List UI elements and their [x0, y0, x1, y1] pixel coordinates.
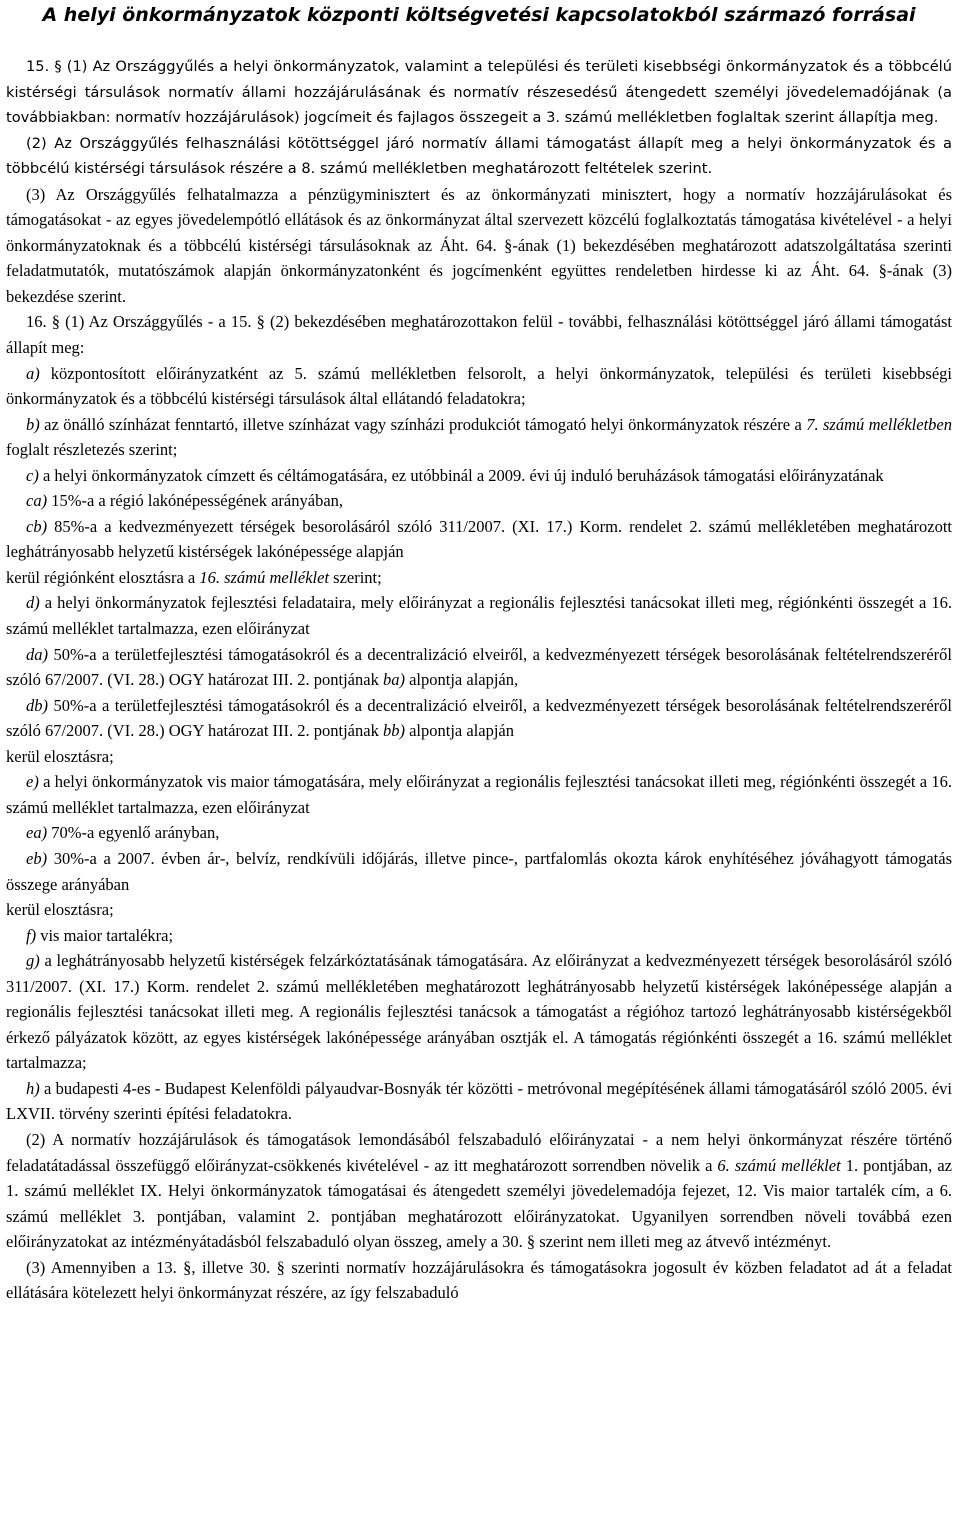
- item-h: [6, 1076, 952, 1127]
- paragraph-16-2: [6, 1127, 952, 1255]
- item-c-tail: [6, 565, 952, 591]
- paragraph-15-3: (3) Az Országgyűlés felhatalmazza a pénzügyminisztert és az önkormányzati minisztert, hogy a normatív hozzájárulásokat és támogatásokat - az egyes jövedelempótló ellátások és az önkormányzat által szervezett közcélú foglalkoztatás támogatása kivételével - a helyi önkormányzatoknak és a többcélú kistérségi társulásoknak az Áht. 64. §-ának (1) bekezdésében meghatározott adatszolgáltatása szerinti feladatmutatók, mutatószámok alapján önkormányzatonként és jogcímenként együttes rendeletben hirdesse ki az Áht. 64. §-ának (3) bekezdése szerint.: [6, 184, 952, 306]
- item-ca: [6, 488, 952, 514]
- item-f: [6, 923, 952, 949]
- paragraph-16-2-text-end: 1. pontjában, az 1. számú melléklet IX. Helyi önkormányzatok támogatásai és átengedett személyi jövedelemadója fejezet, 12. Vis maior tartalék cím, a 6. számú melléklet 3. pontjában, valamint 2. pontjában meghatározott előirányzatokat. Ugyanilyen sorrendben növeli továbbá ezen előirányzatokat az intézményátadásból felszabaduló olyan összeg, amely a 30. § szerint nem illeti meg az átvevő intézményt.: [6, 1155, 952, 1252]
- item-c-tail-end: szerint;: [329, 567, 382, 587]
- item-e-label: e): [26, 772, 39, 792]
- document-title: A helyi önkormányzatok központi költségvetési kapcsolatokból származó forrásai: [42, 4, 916, 26]
- item-d: [6, 590, 952, 641]
- item-ea: [6, 820, 952, 846]
- item-d-tail: kerül elosztásra;: [6, 746, 114, 766]
- item-eb: [6, 846, 952, 897]
- item-d-text: a helyi önkormányzatok fejlesztési feladataira, mely előirányzat a regionális fejlesztési tanácsokat illeti meg, régiónkénti összegét a 16. számú melléklet tartalmazza, ezen előirányzat: [6, 593, 953, 639]
- item-c-tail-text: kerül régiónként elosztásra a: [6, 567, 200, 587]
- item-c-tail-reference: 16. számú melléklet: [199, 567, 330, 587]
- item-b-text: az önálló színházat fenntartó, illetve színházat vagy színházi produkciót támogató helyi önkormányzatok részére a: [44, 414, 807, 434]
- item-db-text: 50%-a a területfejlesztési támogatásokról és a decentralizáció elveiről, a kedvezményezett térségek besorolásának feltételrendszeréről szóló 67/2007. (VI. 28.) OGY határozat III. 2. pontjának: [6, 695, 952, 741]
- item-a: [6, 361, 952, 412]
- item-e-text: a helyi önkormányzatok vis maior támogatására, mely előirányzat a regionális fejlesztési tanácsokat illeti meg, régiónkénti összegét a 16. számú melléklet tartalmazza, ezen előirányzat: [6, 772, 952, 817]
- item-cb-label: cb): [26, 516, 48, 536]
- item-da-text-end: alpontja alapján,: [404, 670, 519, 690]
- item-ea-text: 70%-a egyenlő arányban,: [51, 823, 220, 843]
- item-da-text: 50%-a a területfejlesztési támogatásokról és a decentralizáció elveiről, a kedvezményezett térségek besorolásának feltételrendszeréről szóló 67/2007. (VI. 28.) OGY határozat III. 2. pontjának: [6, 644, 952, 690]
- item-b: [6, 412, 952, 463]
- paragraph-16-2-reference: 6. számú melléklet: [717, 1155, 841, 1175]
- paragraph-16-3: (3) Amennyiben a 13. §, illetve 30. § szerinti normatív hozzájárulásokra és támogatásokra jogosult év közben feladatot ad át a feladat ellátására kötelezett helyi önkormányzat részére, az így felszabaduló: [6, 1257, 952, 1303]
- item-e: [6, 769, 952, 820]
- item-g-label: g): [26, 951, 40, 971]
- item-da-reference: ba): [382, 670, 405, 690]
- item-db-reference: bb): [382, 721, 405, 741]
- item-e-tail: kerül elosztásra;: [6, 900, 114, 920]
- item-eb-text: 30%-a a 2007. évben ár-, belvíz, rendkívüli időjárás, illetve pince-, partfalomlás okozta károk enyhítéséhez jóváhagyott támogatás összege arányában: [6, 848, 952, 894]
- item-b-text-end: foglalt részletezés szerint;: [6, 440, 178, 460]
- item-c: [6, 463, 952, 489]
- item-b-label: b): [26, 414, 40, 434]
- item-da: [6, 642, 952, 693]
- item-ca-label: ca): [26, 491, 48, 511]
- item-g: [6, 948, 952, 1076]
- item-c-text: a helyi önkormányzatok címzett és céltámogatására, ez utóbbinál a 2009. évi új induló beruházások támogatási előirányzatának: [42, 465, 884, 485]
- item-f-text: vis maior tartalékra;: [40, 925, 174, 945]
- item-eb-label: eb): [26, 848, 48, 868]
- item-a-text: központosított előirányzatként az 5. számú mellékletben felsorolt, a helyi önkormányzatok, települési és területi kisebbségi önkormányzatok és a többcélú kistérségi társulások által ellátandó feladatokra;: [6, 363, 952, 409]
- item-ca-text: 15%-a a régió lakónépességének arányában,: [51, 491, 344, 511]
- item-g-text: a leghátrányosabb helyzetű kistérségek felzárkóztatásának támogatására. Az előirányzat a kedvezményezett térségek besorolásáról szóló 311/2007. (XI. 17.) Korm. rendelet 2. számú mellékletében meghatározott leghátrányosabb helyzetű kistérségek lakónépessége alapján a regionális fejlesztési tanácsokat illeti meg. A regionális fejlesztési tanácsok a támogatást a régióhoz tartozó leghátrányosabb kistérségekből érkező pályázatok között, az egyes kistérségek lakónépessége arányában osztják el. A támogatás régiónkénti összegét a 16. számú melléklet tartalmazza;: [6, 951, 952, 1073]
- item-h-label: h): [26, 1078, 40, 1098]
- item-da-label: da): [26, 644, 48, 664]
- item-h-text: a budapesti 4-es - Budapest Kelenföldi pályaudvar-Bosnyák tér közötti - metróvonal megépítésének állami támogatásáról szóló 2005. évi LXVII. törvény szerinti építési feladatokra.: [6, 1078, 952, 1124]
- item-cb-text: 85%-a a kedvezményezett térségek besorolásáról szóló 311/2007. (XI. 17.) Korm. rendelet 2. számú mellékletében meghatározott leghátrányosabb helyzetű kistérségek lakónépessége alapján: [6, 516, 952, 562]
- item-a-label: a): [26, 363, 40, 383]
- item-db-text-end: alpontja alapján: [404, 721, 515, 741]
- item-b-reference: 7. számú mellékletben: [806, 414, 952, 434]
- document-body: [6, 54, 952, 1306]
- paragraph-16-2-text: (2) A normatív hozzájárulások és támogatások lemondásából felszabaduló előirányzatai - a nem helyi önkormányzat részére történő feladatátadással összefüggő előirányzat-csökkenés kivételével - az itt meghatározott sorrendben növelik a: [6, 1129, 952, 1175]
- item-ea-label: ea): [26, 823, 48, 843]
- item-db: [6, 693, 952, 744]
- item-db-label: db): [26, 695, 48, 715]
- paragraph-15-2: (2) Az Országgyűlés felhasználási kötöttséggel járó normatív állami támogatást állapít meg a helyi önkormányzatok és a többcélú kistérségi társulások részére a 8. számú mellékletben meghatározott feltételek szerint.: [6, 134, 952, 178]
- item-cb: [6, 514, 952, 565]
- item-d-label: d): [26, 593, 40, 613]
- item-f-label: f): [26, 925, 37, 945]
- paragraph-16-1: 16. § (1) Az Országgyűlés - a 15. § (2) bekezdésében meghatározottakon felül - további, felhasználási kötöttséggel járó állami támogatást állapít meg:: [6, 312, 952, 358]
- paragraph-15-1: 15. § (1) Az Országgyűlés a helyi önkormányzatok, valamint a települési és területi kisebbségi önkormányzatok és a többcélú kistérségi társulások normatív állami hozzájárulásának és normatív részesedésű átengedett személyi jövedelemadójának (a továbbiakban: normatív hozzájárulások) jogcímeit és fajlagos összegeit a 3. számú mellékletben foglaltak szerint állapítja meg.: [6, 58, 952, 127]
- item-c-label: c): [26, 465, 39, 485]
